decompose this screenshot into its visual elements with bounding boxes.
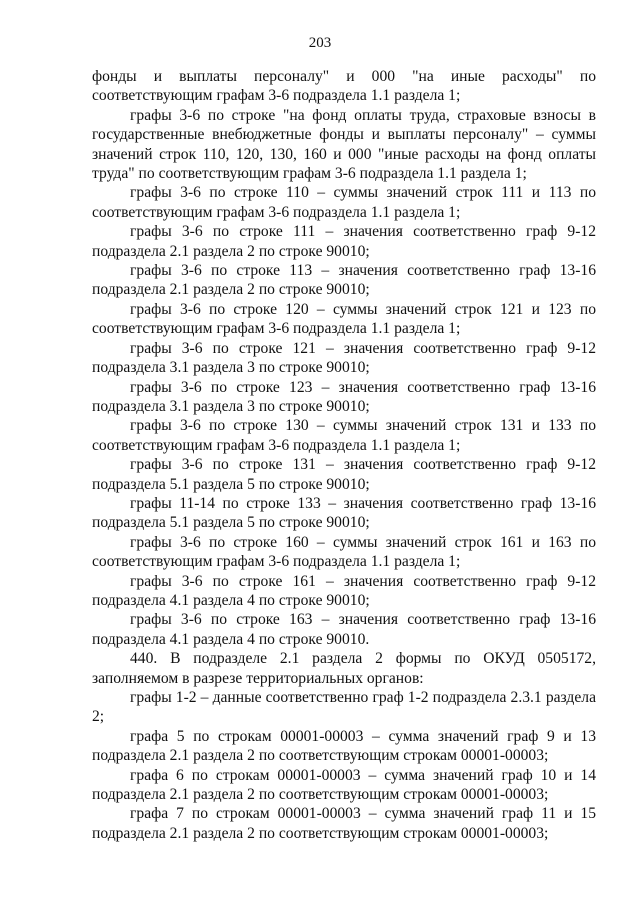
paragraph: графы 3-6 по строке "на фонд оплаты труда, страховые взносы в государственные внебюджетные фонды и выплаты персоналу" – суммы значений строк 110, 120, 130, 160 и 000 "иные расходы на фонд оплаты труда" по соответствующим графам 3-6 подраздела 1.1 раздела 1; <box>92 106 596 183</box>
page-number: 203 <box>308 35 332 51</box>
paragraph: графы 3-6 по строке 123 – значения соответственно граф 13-16 подраздела 3.1 раздела 3 по строке 90010; <box>92 378 596 415</box>
paragraph: фонды и выплаты персоналу" и 000 "на иные расходы" по соответствующим графам 3-6 подраздела 1.1 раздела 1; <box>92 68 596 105</box>
paragraph: графы 3-6 по строке 163 – значения соответственно граф 13-16 подраздела 4.1 раздела 4 по строке 90010. <box>92 611 596 648</box>
paragraph: графы 3-6 по строке 161 – значения соответственно граф 9-12 подраздела 4.1 раздела 4 по строке 90010; <box>92 572 596 609</box>
paragraph: графы 3-6 по строке 160 – суммы значений строк 161 и 163 по соответствующим графам 3-6 подраздела 1.1 раздела 1; <box>92 533 596 571</box>
paragraph: графы 3-6 по строке 120 – суммы значений строк 121 и 123 по соответствующим графам 3-6 подраздела 1.1 раздела 1; <box>92 300 596 338</box>
paragraph: графы 11-14 по строке 133 – значения соответственно граф 13-16 подраздела 5.1 раздела 5 по строке 90010; <box>92 494 596 532</box>
paragraph: графы 3-6 по строке 111 – значения соответственно граф 9-12 подраздела 2.1 раздела 2 по строке 90010; <box>92 223 596 260</box>
paragraph: графа 6 по строкам 00001-00003 – сумма значений граф 10 и 14 подраздела 2.1 раздела 2 по соответствующим строкам 00001-00003; <box>92 766 596 804</box>
paragraph: графы 3-6 по строке 131 – значения соответственно граф 9-12 подраздела 5.1 раздела 5 по строке 90010; <box>92 456 596 493</box>
section-440-heading: 440. В подразделе 2.1 раздела 2 формы по ОКУД 0505172, заполняемом в разрезе территориальных органов: <box>92 650 596 687</box>
document-body <box>92 67 596 843</box>
paragraph: графы 3-6 по строке 130 – суммы значений строк 131 и 133 по соответствующим графам 3-6 подраздела 1.1 раздела 1; <box>92 417 596 454</box>
paragraph: графы 3-6 по строке 121 – значения соответственно граф 9-12 подраздела 3.1 раздела 3 по строке 90010; <box>92 339 596 377</box>
paragraph: графы 3-6 по строке 113 – значения соответственно граф 13-16 подраздела 2.1 раздела 2 по строке 90010; <box>92 262 596 299</box>
paragraph: графа 5 по строкам 00001-00003 – сумма значений граф 9 и 13 подраздела 2.1 раздела 2 по соответствующим строкам 00001-00003; <box>92 727 596 765</box>
paragraph: графы 1-2 – данные соответственно граф 1-2 подраздела 2.3.1 раздела 2; <box>92 689 596 726</box>
paragraph: графа 7 по строкам 00001-00003 – сумма значений граф 11 и 15 подраздела 2.1 раздела 2 по соответствующим строкам 00001-00003; <box>92 805 596 842</box>
paragraph: графы 3-6 по строке 110 – суммы значений строк 111 и 113 по соответствующим графам 3-6 подраздела 1.1 раздела 1; <box>92 184 596 221</box>
